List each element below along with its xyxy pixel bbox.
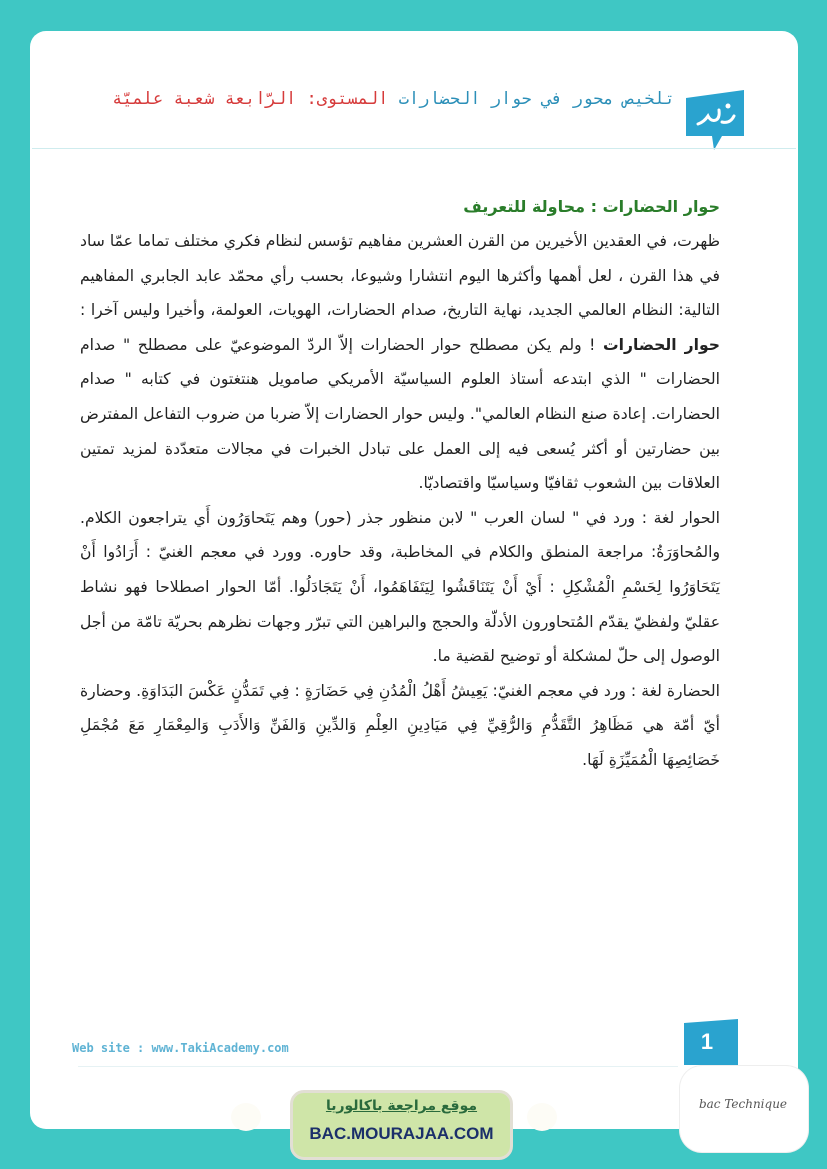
- paragraph-text: ظهرت، في العقدين الأخيرين من القرن العشرين مفاهيم تؤسس لنظام فكري مختلف تماما عمّا ساد في هذا القرن ، لعل أهمها وأكثرها اليوم انتشارا وشيوعا، بحسب رأي محمّد عابد الجابري المفاهيم التالية: النظام العالمي الجديد، نهاية التاريخ، صدام الحضارات، الهويات، العولمة، وأخيرا وليس آخرا :: [80, 232, 720, 320]
- title-level: المستوى: الرّابعة شعبة علميّة: [112, 89, 389, 109]
- footer-divider: [78, 1066, 678, 1067]
- paragraph-definition: [80, 224, 720, 501]
- section-title: حوار الحضارات : محاولة للتعريف: [463, 197, 720, 216]
- paragraph-dialogue: الحوار لغة : ورد في " لسان العرب " لابن منظور جذر (حور) وهم يَتَحاوَرُون أَي يتراجعون الكلام. والمُحاوَرَةُ: مراجعة المنطق والكلام في المخاطبة، وقد حاوره. وورد في معجم الغنيّ : أَرَادُوا أَنْ يَتَحَاوَرُوا لِحَسْمِ الْمُشْكِلِ : أَيْ أَنْ يَتَنَاقَشُوا لِيَتَفَاهَمُوا، أَنْ يَتَجَادَلُوا. أمّا الحوار اصطلاحا فهو نشاط عقليّ ولفظيّ يقدّم المُتحاورون الأدلّة والحجج والبراهين التي تبرّر وجهات نظرهم بحريّة تامّة من أجل الوصول إلى حلّ لمشكلة أو توضيح لقضية ما.: [80, 508, 720, 666]
- page-number: 1: [700, 1029, 714, 1054]
- document-body: [80, 190, 720, 778]
- mourajaa-logo-icon: [527, 1103, 557, 1131]
- page-title: [95, 88, 675, 110]
- badge-label-arabic: موقع مراجعة باكالوريا: [325, 1098, 478, 1114]
- paragraph-text: ! ولم يكن مصطلح حوار الحضارات إلاّ الردّ الموضوعيّ على مصطلح " صدام الحضارات " الذي ابتدعه أستاذ العلوم السياسيّة الأمريكي صامويل هنتغتون في كتابه " صدام الحضارات. إعادة صنع النظام العالمي". وليس حوار الحضارات إلاّ ضربا من ضروب التفاعل المفترض بين حضارتين أو أكثر يُسعى فيه إلى العمل على تبادل الخبرات في مجالات متعدّدة لمزيد تمتين العلاقات بين الشعوب ثقافيّا وسياسيّا واقتصاديّا.: [80, 335, 720, 493]
- header-divider: [32, 148, 796, 149]
- taki-academy-logo-icon: [684, 90, 748, 152]
- title-main: تلخيص محور في حوار الحضارات: [398, 89, 675, 109]
- paragraph-civilization: الحضارة لغة : ورد في معجم الغنيّ: يَعِيشُ أَهْلُ الْمُدُنِ فِي حَضَارَةٍ : فِي تَمَدُّنٍ عَكْسَ البَدَاوَةِ. وحضارة أيّ أمّة هي مَظَاهِرُ التَّقَدُّمِ وَالرُّقِيِّ فِي مَيَادِينِ العِلْمِ وَالدِّينِ وَالفَنِّ وَالأَدَبِ وَالمِعْمَارِ مَعَ مُجْمَلِ خَصَائِصِهَا الْمُمَيِّزَةِ لَهَا.: [80, 681, 720, 769]
- website-link[interactable]: Web site : www.TakiAcademy.com: [72, 1041, 289, 1055]
- bold-term: حوار الحضارات: [602, 335, 720, 354]
- mourajaa-logo-icon: [231, 1103, 261, 1131]
- badge-label-url: BAC.MOURAJAA.COM: [309, 1124, 494, 1143]
- stamp-label: bac Technique: [698, 1097, 788, 1111]
